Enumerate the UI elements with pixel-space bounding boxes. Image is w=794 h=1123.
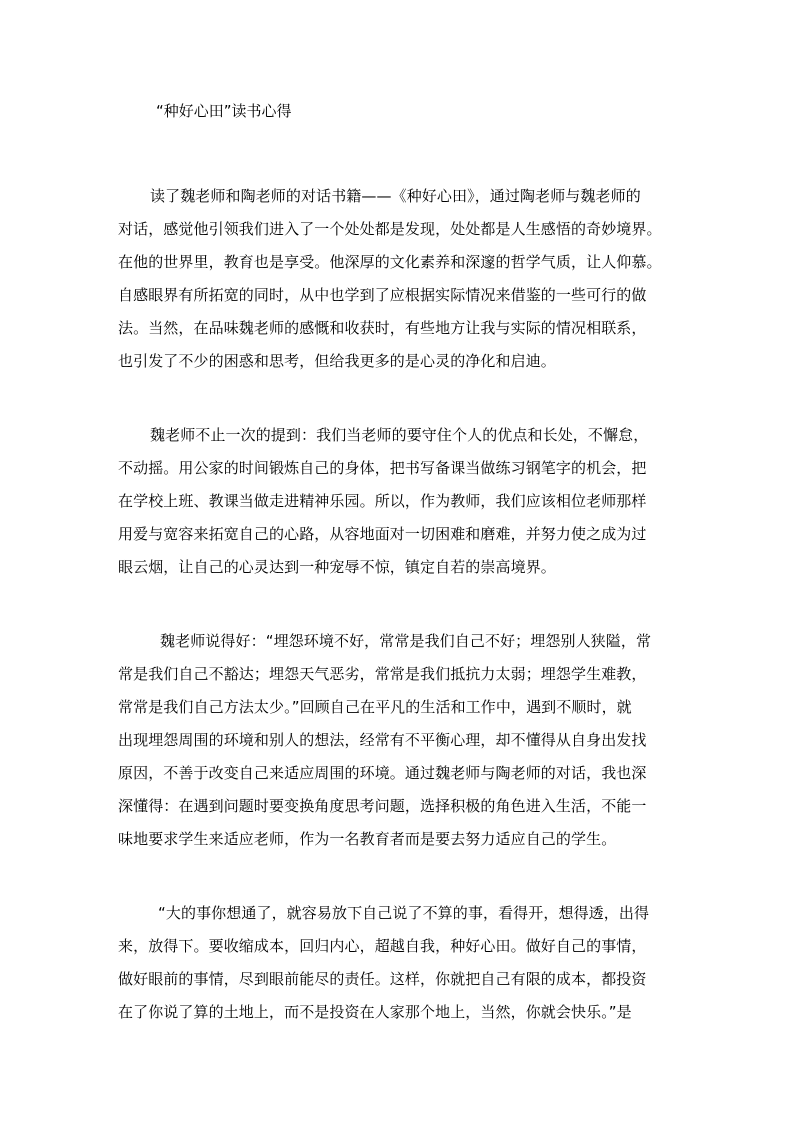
paragraph-line: 不动摇。用公家的时间锻炼自己的身体，把书写备课当做练习钢笔字的机会，把 xyxy=(118,459,647,477)
paragraph-line: 在了你说了算的土地上，而不是投资在人家那个地上，当然，你就会快乐。”是 xyxy=(118,1003,632,1021)
paragraph-line: 在学校上班、教课当做走进精神乐园。所以，作为教师，我们应该相位老师那样 xyxy=(118,492,647,510)
document-title: “种好心田”读书心得 xyxy=(156,102,292,120)
paragraph-1 xyxy=(118,180,688,378)
paragraph-line: 法。当然，在品味魏老师的感慨和收获时，有些地方让我与实际的情况相联系， xyxy=(118,319,647,337)
paragraph-line: 魏老师不止一次的提到：我们当老师的要守住个人的优点和长处，不懈怠， xyxy=(150,426,649,444)
paragraph-line: 对话，感觉他引领我们进入了一个处处都是发现，处处都是人生感悟的奇妙境界。 xyxy=(118,220,662,238)
paragraph-line: 常是我们自己不豁达；埋怨天气恶劣，常常是我们抵抗力太弱；埋怨学生难教， xyxy=(118,665,647,683)
paragraph-line: 读了魏老师和陶老师的对话书籍——《种好心田》，通过陶老师与魏老师的 xyxy=(150,187,641,205)
paragraph-line: 原因，不善于改变自己来适应周围的环境。通过魏老师与陶老师的对话，我也深 xyxy=(118,764,647,782)
paragraph-line: 在他的世界里，教育也是享受。他深厚的文化素养和深邃的哲学气质，让人仰慕。 xyxy=(118,253,662,271)
paragraph-line: 深懂得：在遇到问题时要变换角度思考问题，选择积极的角色进入生活，不能一 xyxy=(118,797,647,815)
paragraph-line: 味地要求学生来适应老师，作为一名教育者而是要去努力适应自己的学生。 xyxy=(118,830,617,848)
paragraph-line: 魏老师说得好：“埋怨环境不好，常常是我们自己不好；埋怨别人狭隘，常 xyxy=(160,632,652,650)
paragraph-4 xyxy=(118,897,688,1029)
paragraph-line: “大的事你想通了，就容易放下自己说了不算的事，看得开，想得透，出得 xyxy=(158,904,650,922)
paragraph-line: 常常是我们自己方法太少。”回顾自己在平凡的生活和工作中，遇到不顺时，就 xyxy=(118,698,632,716)
paragraph-line: 眼云烟，让自己的心灵达到一种宠辱不惊，镇定自若的崇高境界。 xyxy=(118,558,556,576)
paragraph-line: 出现埋怨周围的环境和别人的想法，经常有不平衡心理，却不懂得从自身出发找 xyxy=(118,731,647,749)
paragraph-2 xyxy=(118,419,688,584)
paragraph-3 xyxy=(118,625,688,856)
paragraph-line: 也引发了不少的困惑和思考，但给我更多的是心灵的净化和启迪。 xyxy=(118,352,556,370)
paragraph-line: 用爱与宽容来拓宽自己的心路，从容地面对一切困难和磨难，并努力使之成为过 xyxy=(118,525,647,543)
paragraph-line: 来，放得下。要收缩成本，回归内心，超越自我，种好心田。做好自己的事情， xyxy=(118,937,647,955)
paragraph-line: 自感眼界有所拓宽的同时，从中也学到了应根据实际情况来借鉴的一些可行的做 xyxy=(118,286,647,304)
paragraph-line: 做好眼前的事情，尽到眼前能尽的责任。这样，你就把自己有限的成本，都投资 xyxy=(118,970,647,988)
